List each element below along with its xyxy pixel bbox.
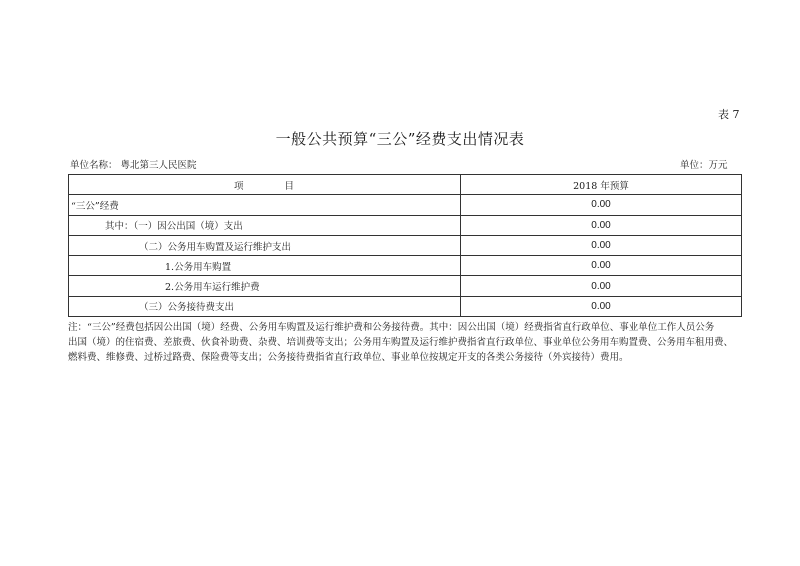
table-row	[69, 256, 742, 276]
row-label-vehicle-purchase: 1.公务用车购置	[69, 256, 461, 276]
row-label-reception: （三）公务接待费支出	[69, 296, 461, 316]
unit-label: 单位：万元	[680, 160, 728, 171]
unit-name: 单位名称： 粤北第三人民医院	[70, 160, 197, 171]
column-header-item-char1: 项	[233, 180, 245, 192]
row-label-vehicle: （二）公务用车购置及运行维护支出	[69, 235, 461, 255]
row-label-total: “三公”经费	[69, 195, 461, 215]
row-label-vehicle-maintenance: 2.公务用车运行维护费	[69, 276, 461, 296]
footnote-line-1: 注：“三公”经费包括因公出国（境）经费、公务用车购置及运行维护费和公务接待费。其中：因公出国（境）经费指省直行政单位、事业单位工作人员公务	[68, 322, 715, 333]
footnote-line-3: 燃料费、维修费、过桥过路费、保险费等支出；公务接待费指省直行政单位、事业单位按规定开支的各类公务接待（外宾接待）费用。	[68, 352, 629, 363]
table-number: 表 7	[718, 108, 740, 121]
row-value-vehicle-maintenance: 0.00	[461, 276, 742, 296]
column-header-item	[69, 175, 461, 195]
row-value-vehicle: 0.00	[461, 235, 742, 255]
table-row	[69, 195, 742, 215]
budget-table	[68, 174, 742, 317]
table-row	[69, 296, 742, 316]
table-row	[69, 276, 742, 296]
row-value-vehicle-purchase: 0.00	[461, 256, 742, 276]
footnote	[68, 320, 742, 365]
column-header-item-char2: 目	[284, 180, 296, 192]
table-row	[69, 215, 742, 235]
footnote-line-2: 出国（境）的住宿费、差旅费、伙食补助费、杂费、培训费等支出；公务用车购置及运行维护费指省直行政单位、事业单位公务用车购置费、公务用车租用费、	[68, 337, 734, 348]
row-value-total: 0.00	[461, 195, 742, 215]
row-value-overseas: 0.00	[461, 215, 742, 235]
table-header-row	[69, 175, 742, 195]
page-title: 一般公共预算“三公”经费支出情况表	[275, 130, 525, 148]
row-label-overseas: 其中：（一）因公出国（境）支出	[69, 215, 461, 235]
row-value-reception: 0.00	[461, 296, 742, 316]
column-header-budget: 2018 年预算	[461, 175, 742, 195]
table-row	[69, 235, 742, 255]
